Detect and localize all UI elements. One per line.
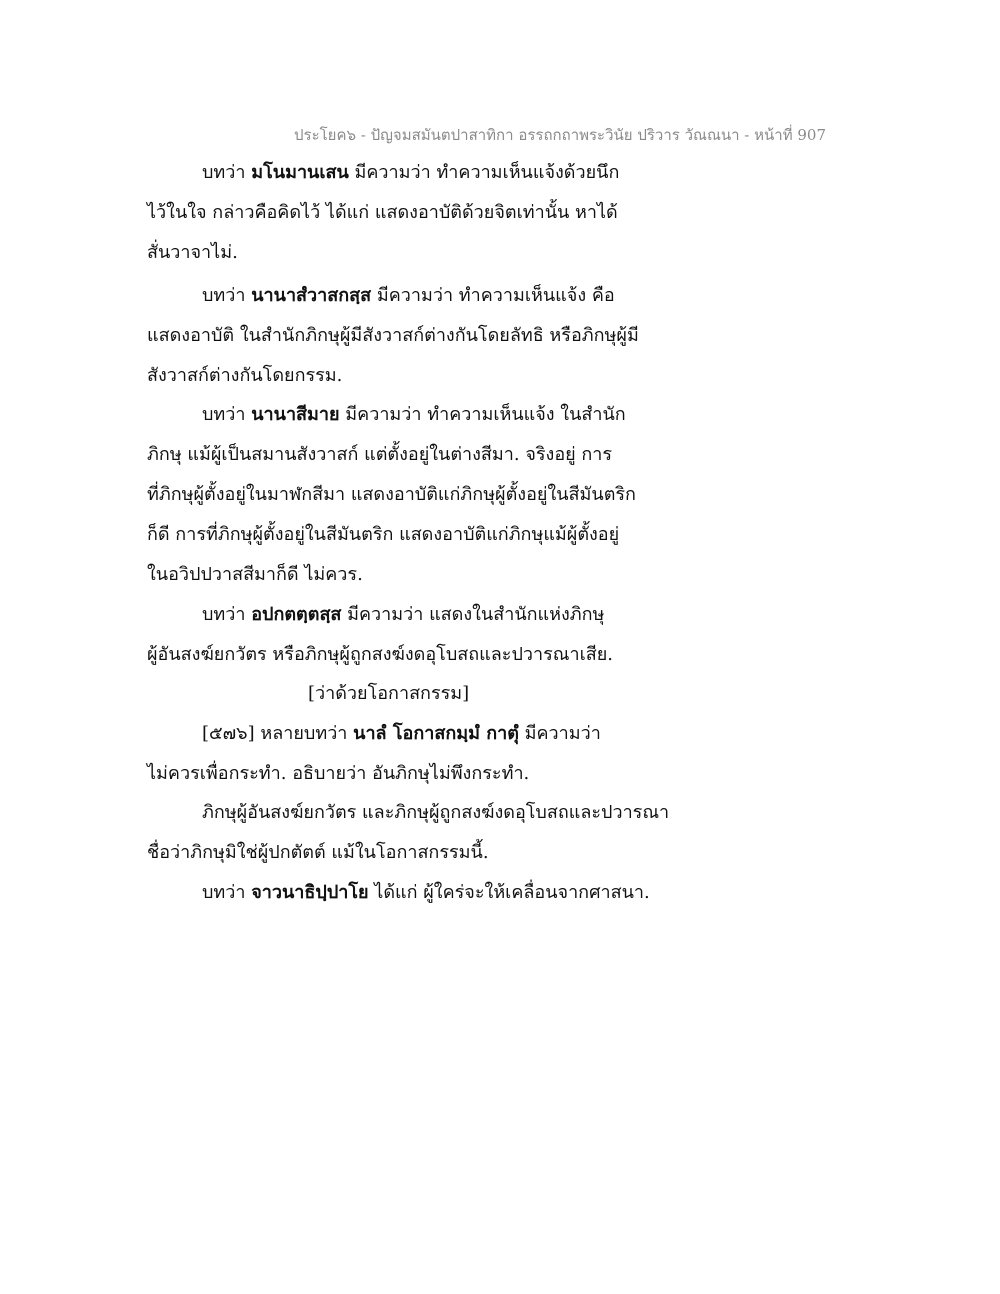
paragraph-line: บทว่า จาวนาธิปฺปาโย ได้แก่ ผู้ใคร่จะให้เคลื่อนจากศาสนา. <box>202 882 650 903</box>
paragraph-line: ก็ดี การที่ภิกษุผู้ตั้งอยู่ในสีมันตริก แสดงอาบัติแก่ภิกษุแม้ผู้ตั้งอยู่ <box>147 524 620 545</box>
paragraph-line: ภิกษุ แม้ผู้เป็นสมานสังวาสก์ แต่ตั้งอยู่ในต่างสีมา. จริงอยู่ การ <box>147 444 613 465</box>
paragraph-line: สั่นวาจาไม่. <box>147 242 238 263</box>
paragraph-line: แสดงอาบัติ ในสำนักภิกษุผู้มีสังวาสก์ต่างกันโดยลัทธิ หรือภิกษุผู้มี <box>147 325 639 346</box>
paragraph-line: ที่ภิกษุผู้ตั้งอยู่ในมาฬกสีมา แสดงอาบัติแก่ภิกษุผู้ตั้งอยู่ในสีมันตริก <box>147 484 636 505</box>
page-header <box>0 123 1000 147</box>
paragraph-line: ไว้ในใจ กล่าวคือคิดไว้ ได้แก่ แสดงอาบัติด้วยจิตเท่านั้น หาได้ <box>147 202 618 223</box>
term-bold: มโนมานเสน <box>251 162 349 183</box>
term-bold: จาวนาธิปฺปาโย <box>251 882 369 903</box>
paragraph-line: [๕๗๖] หลายบทว่า นาลํ โอกาสกมฺมํ กาตุํ มีความว่า <box>202 723 601 744</box>
term-bold: นานาสีมาย <box>251 404 340 425</box>
paragraph-line: ภิกษุผู้อันสงฆ์ยกวัตร และภิกษุผู้ถูกสงฆ์งดอุโบสถและปวารณา <box>202 802 670 823</box>
paragraph-line: บทว่า นานาสีมาย มีความว่า ทำความเห็นแจ้ง ในสำนัก <box>202 404 626 425</box>
paragraph-line: บทว่า นานาสํวาสกสฺส มีความว่า ทำความเห็นแจ้ง คือ <box>202 285 615 306</box>
paragraph-line: ไม่ควรเพื่อกระทำ. อธิบายว่า อันภิกษุไม่พึงกระทำ. <box>147 763 530 784</box>
paragraph-line: ชื่อว่าภิกษุมิใช่ผู้ปกตัตต์ แม้ในโอกาสกรรมนี้. <box>147 842 489 863</box>
term-bold: นาลํ โอกาสกมฺมํ กาตุํ <box>353 723 519 744</box>
paragraph-line: บทว่า อปกตตฺตสฺส มีความว่า แสดงในสำนักแห่งภิกษุ <box>202 604 605 625</box>
term-bold: อปกตตฺตสฺส <box>251 604 342 625</box>
term-bold: นานาสํวาสกสฺส <box>251 285 372 306</box>
header-text: ประโยค๖ - ปัญจมสมันตปาสาทิกา อรรถกถาพระวินัย ปริวาร วัณณนา - หน้าที่ 907 <box>293 126 826 144</box>
paragraph-line: บทว่า มโนมานเสน มีความว่า ทำความเห็นแจ้งด้วยนึก <box>202 162 620 183</box>
paragraph-line: สังวาสก์ต่างกันโดยกรรม. <box>147 365 343 386</box>
paragraph-line: ในอวิปปวาสสีมาก็ดี ไม่ควร. <box>147 564 363 585</box>
paragraph-line: ผู้อันสงฆ์ยกวัตร หรือภิกษุผู้ถูกสงฆ์งดอุโบสถและปวารณาเสีย. <box>147 644 613 665</box>
section-heading: [ว่าด้วยโอกาสกรรม] <box>308 683 470 704</box>
